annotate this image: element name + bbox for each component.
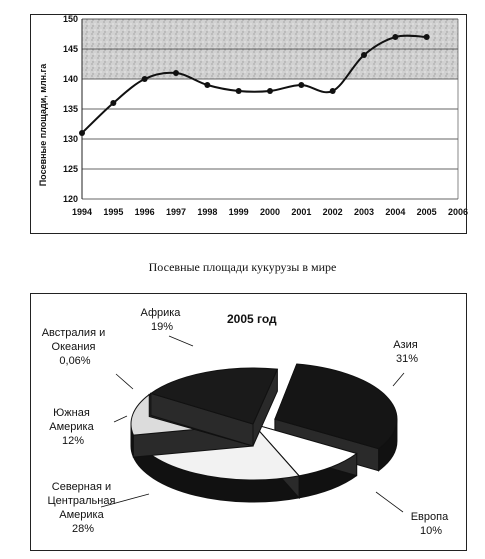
data-point	[298, 82, 304, 88]
y-tick-label: 135	[62, 104, 78, 114]
y-tick-label: 140	[62, 74, 78, 84]
pie-label-africa: Африка 19%	[140, 307, 181, 333]
y-axis-label: Посевные площади, млн.га	[38, 63, 48, 187]
x-tick-label: 2006	[447, 207, 468, 217]
x-tick-label: 1998	[197, 207, 218, 217]
x-tick-label: 2003	[353, 207, 375, 217]
data-point	[204, 82, 210, 88]
pie-label-asia: Азия 31%	[393, 339, 419, 365]
pie-label-australia: Австралия и Океания 0,06%	[41, 327, 106, 367]
x-tick-label: 2005	[416, 207, 437, 217]
x-tick-label: 1999	[228, 207, 249, 217]
leader-asia	[393, 373, 404, 386]
chart-caption: Посевные площади кукурузы в мире	[148, 260, 337, 274]
x-tick-label: 2004	[385, 207, 406, 217]
line-chart-panel	[30, 14, 467, 234]
data-point	[424, 34, 430, 40]
leader-australia	[116, 374, 133, 389]
leader-samerica	[114, 416, 127, 422]
y-tick-labels	[63, 15, 78, 204]
y-tick-label: 145	[62, 44, 78, 54]
line-chart	[31, 15, 468, 235]
data-point	[361, 52, 367, 58]
y-tick-label: 150	[62, 15, 78, 24]
data-point	[110, 100, 116, 106]
pie-label-north-america: Северная и Центральная Америка 28%	[47, 481, 116, 535]
y-tick-label: 130	[62, 134, 78, 144]
data-point	[142, 76, 148, 82]
data-point	[267, 88, 273, 94]
x-tick-label: 1996	[134, 207, 155, 217]
pie-title: 2005 год	[227, 312, 277, 326]
x-tick-label: 2002	[322, 207, 343, 217]
data-point	[330, 88, 336, 94]
x-tick-label: 1995	[103, 207, 124, 217]
y-tick-label: 120	[62, 194, 78, 204]
pie-label-south-america: Южная Америка 12%	[49, 407, 94, 447]
pie-chart-panel	[30, 293, 467, 551]
x-tick-label: 2000	[259, 207, 281, 217]
y-tick-label: 125	[62, 164, 78, 174]
x-tick-labels	[72, 207, 468, 217]
data-point	[173, 70, 179, 76]
leader-europe	[376, 492, 403, 512]
x-tick-label: 1994	[71, 207, 93, 217]
data-point	[79, 130, 85, 136]
pie-chart	[31, 294, 468, 552]
x-tick-label: 1997	[165, 207, 187, 217]
data-point	[236, 88, 242, 94]
pie-label-europe: Европа 10%	[410, 511, 449, 537]
x-tick-label: 2001	[291, 207, 312, 217]
data-point	[392, 34, 398, 40]
leader-africa	[169, 336, 193, 346]
